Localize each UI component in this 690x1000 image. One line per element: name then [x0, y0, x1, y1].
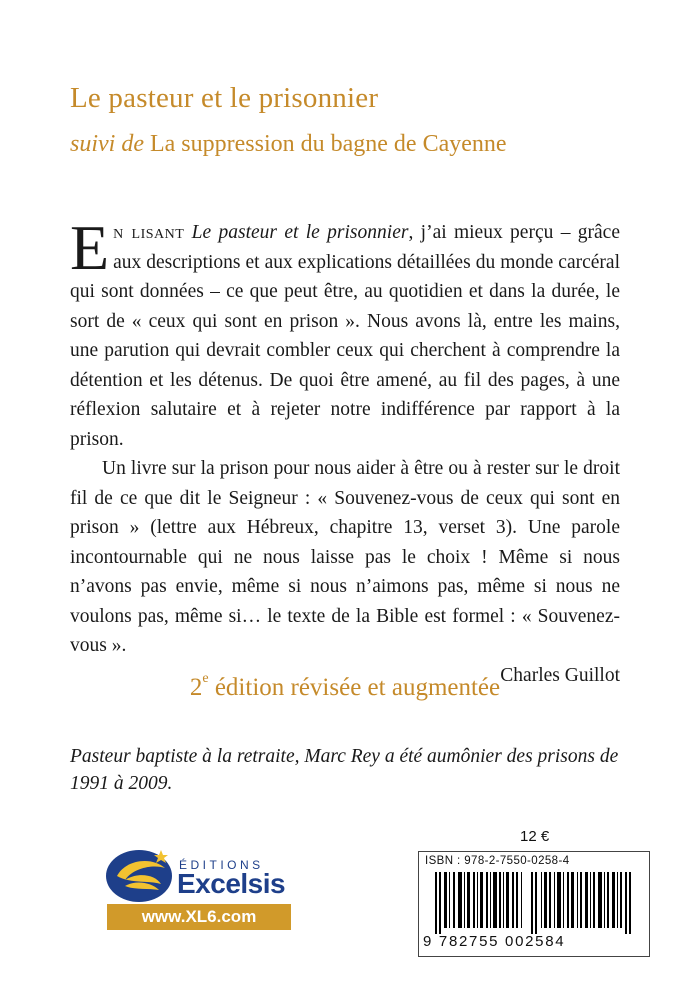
subtitle-main: La suppression du bagne de Cayenne: [149, 131, 507, 157]
blurb-signature: Charles Guillot: [500, 664, 620, 686]
barcode-digits: 9 782755 002584: [423, 933, 566, 950]
subtitle-prefix: suivi de: [70, 131, 144, 157]
edition-label: édition révisée et augmentée: [208, 674, 501, 701]
publisher-logo: [103, 846, 293, 930]
drop-cap: E: [70, 212, 110, 283]
author-note: Pasteur baptiste à la retraite, Marc Rey a été aumônier des prisons de 1991 à 2009.: [70, 746, 619, 794]
excelsis-emblem-icon: [103, 846, 177, 904]
book-subtitle: [70, 131, 507, 158]
publisher-editions-label: ÉDITIONS: [179, 858, 264, 872]
isbn-barcode: [418, 851, 650, 957]
back-cover-blurb: [70, 212, 620, 690]
publisher-url: www.XL6.com: [107, 904, 291, 930]
blurb-paragraph-2: Un livre sur la prison pour nous aider à être ou à rester sur le droit fil de ce que dit le Seigneur : « Souvenez-vous de ceux qui sont en prison » (lettre aux Hébreux, chapitre 13, verset 3). Une parole incontournable qui ne nous laisse pas le choix ! Même si nous n’avons pas envie, même si nous n’aimons pas, même si nous ne voulons pas, même si… le texte de la Bible est formel : « Souvenez-vous ».: [70, 458, 620, 656]
opening-small-caps: n lisant: [113, 222, 185, 243]
isbn-label: ISBN : 978-2-7550-0258-4: [425, 855, 570, 867]
publisher-name: Excelsis: [177, 868, 286, 899]
book-title-reference: Le pasteur et le prisonnier: [191, 222, 409, 243]
price-label: 12 €: [520, 828, 550, 845]
book-title: Le pasteur et le prisonnier: [70, 82, 379, 114]
barcode-bars-icon: [433, 872, 637, 934]
edition-statement: [0, 670, 690, 702]
edition-number: 2: [189, 674, 203, 701]
paragraph-1-text: , j’ai mieux perçu – grâce aux descriptions et aux explications détaillées du monde carcéral qui sont données – ce que peut être, au quotidien et dans la durée, le sort de « ceux qui sont en prison ». Nous avons là, entre les mains, une parution qui devrait combler ceux qui cherchent à comprendre la détention et les détenus. De quoi être amené, au fil des pages, à une réflexion salutaire et à rejeter notre indifférence par rapport à la prison.: [70, 222, 620, 450]
edition-superscript: e: [202, 670, 209, 686]
blurb-paragraph-1: [70, 212, 620, 454]
